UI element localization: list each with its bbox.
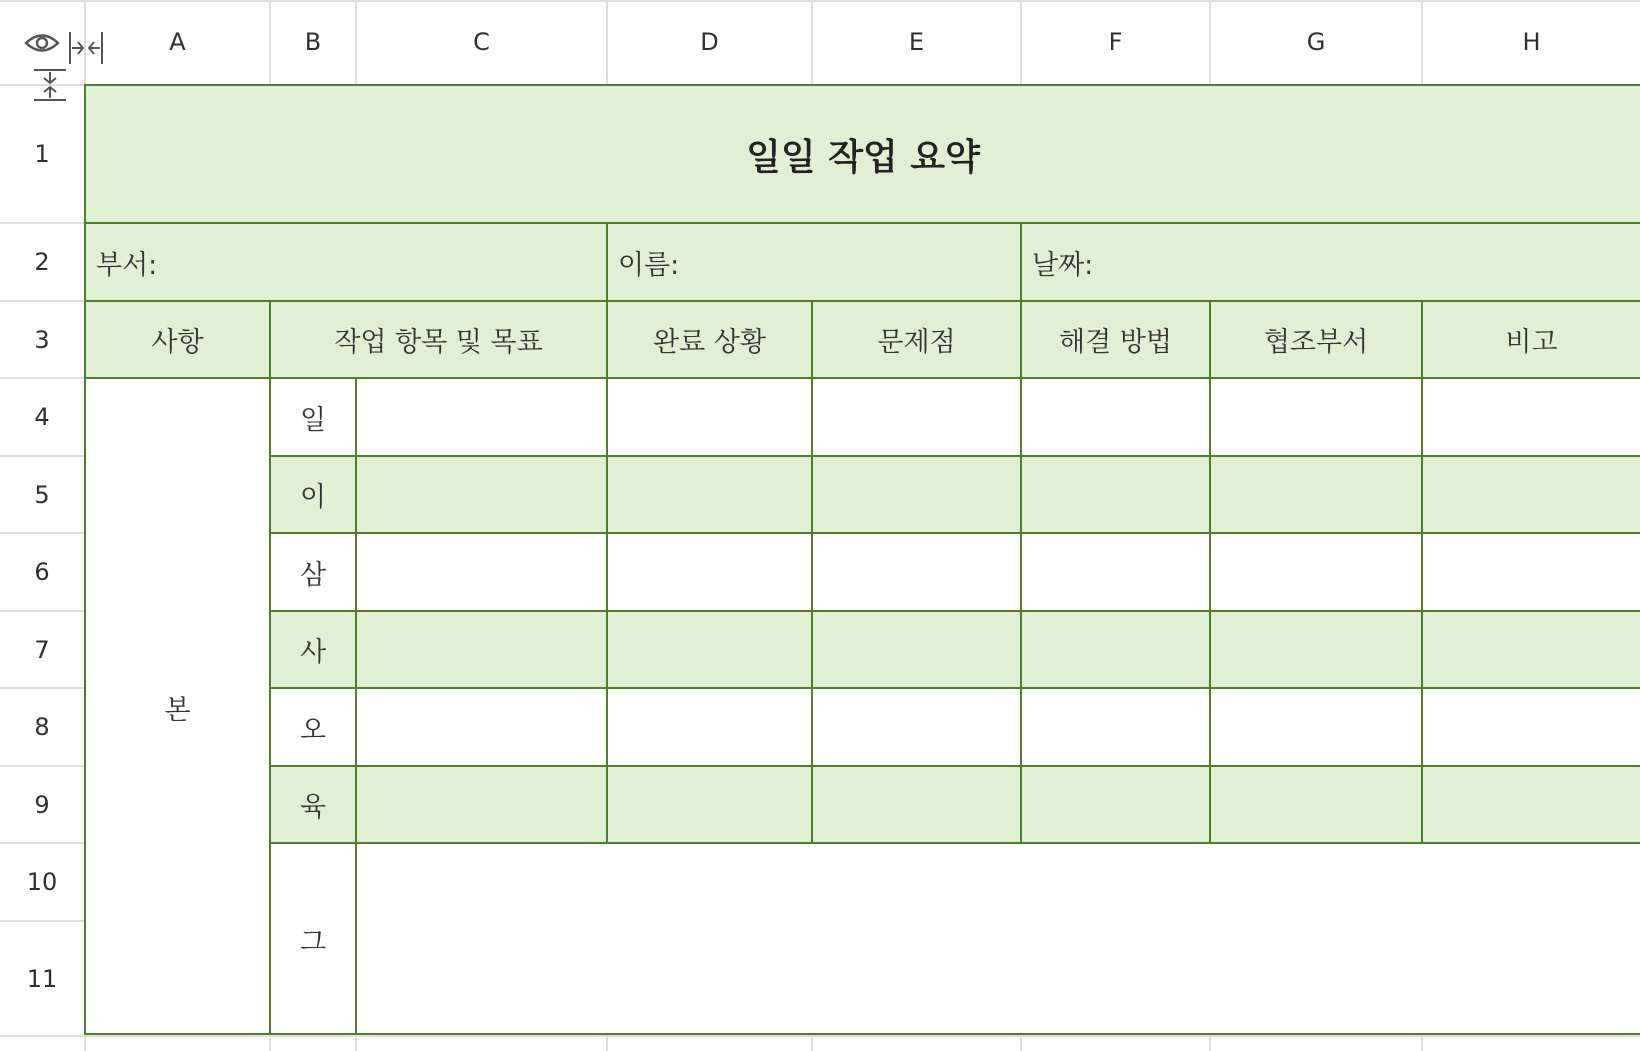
eye-icon[interactable]	[24, 28, 60, 58]
dept-label[interactable]: 부서:	[86, 224, 606, 300]
header-progress[interactable]: 완료 상황	[608, 302, 811, 377]
header-issue[interactable]: 문제점	[813, 302, 1020, 377]
row-header-9[interactable]: 9	[34, 790, 50, 819]
column-header-f[interactable]: F	[1108, 28, 1123, 56]
row-number-5[interactable]: 오	[271, 689, 355, 765]
row-body-4[interactable]	[357, 379, 1640, 455]
name-label[interactable]: 이름:	[608, 224, 1020, 300]
row-header-3[interactable]: 3	[34, 325, 50, 354]
column-header-b[interactable]: B	[304, 28, 322, 56]
row-body-7[interactable]	[357, 612, 1640, 687]
column-header-d[interactable]: D	[700, 28, 719, 56]
row-header-6[interactable]: 6	[34, 558, 50, 586]
row-number-6[interactable]: 육	[271, 767, 355, 842]
row-number-1[interactable]: 일	[271, 379, 355, 455]
row-number-4[interactable]: 사	[271, 612, 355, 687]
row-header-8[interactable]: 8	[34, 713, 50, 741]
header-coop[interactable]: 협조부서	[1211, 302, 1421, 377]
sheet-title[interactable]: 일일 작업 요약	[86, 86, 1640, 222]
row-header-10[interactable]: 10	[26, 868, 58, 896]
row-body-5[interactable]	[357, 457, 1640, 532]
row-header-1[interactable]: 1	[34, 140, 50, 168]
select-all-corner[interactable]	[0, 0, 86, 86]
header-task[interactable]: 작업 항목 및 목표	[271, 302, 606, 377]
column-header-g[interactable]: G	[1306, 28, 1326, 56]
row-header-4[interactable]: 4	[34, 403, 50, 431]
row-header-5[interactable]: 5	[34, 480, 50, 509]
header-solution[interactable]: 해결 방법	[1022, 302, 1209, 377]
column-header-h[interactable]: H	[1522, 28, 1541, 56]
column-header-a[interactable]: A	[169, 28, 186, 56]
other-label[interactable]: 그	[271, 844, 355, 1035]
date-label[interactable]: 날짜:	[1022, 224, 1640, 300]
row-header-2[interactable]: 2	[34, 248, 50, 276]
column-header-c[interactable]: C	[473, 28, 490, 56]
row-number-3[interactable]: 삼	[271, 534, 355, 610]
row-body-6[interactable]	[357, 534, 1640, 610]
row-number-2[interactable]: 이	[271, 457, 355, 532]
row-body-9[interactable]	[357, 767, 1640, 842]
header-item[interactable]: 사항	[86, 302, 269, 377]
section-label[interactable]: 본	[86, 379, 269, 1035]
row-header-7[interactable]: 7	[34, 635, 50, 664]
column-header-e[interactable]: E	[908, 28, 925, 56]
row-header-11[interactable]: 11	[26, 964, 58, 993]
header-note[interactable]: 비고	[1423, 302, 1640, 377]
row-body-8[interactable]	[357, 689, 1640, 765]
other-body[interactable]	[357, 844, 1640, 1035]
